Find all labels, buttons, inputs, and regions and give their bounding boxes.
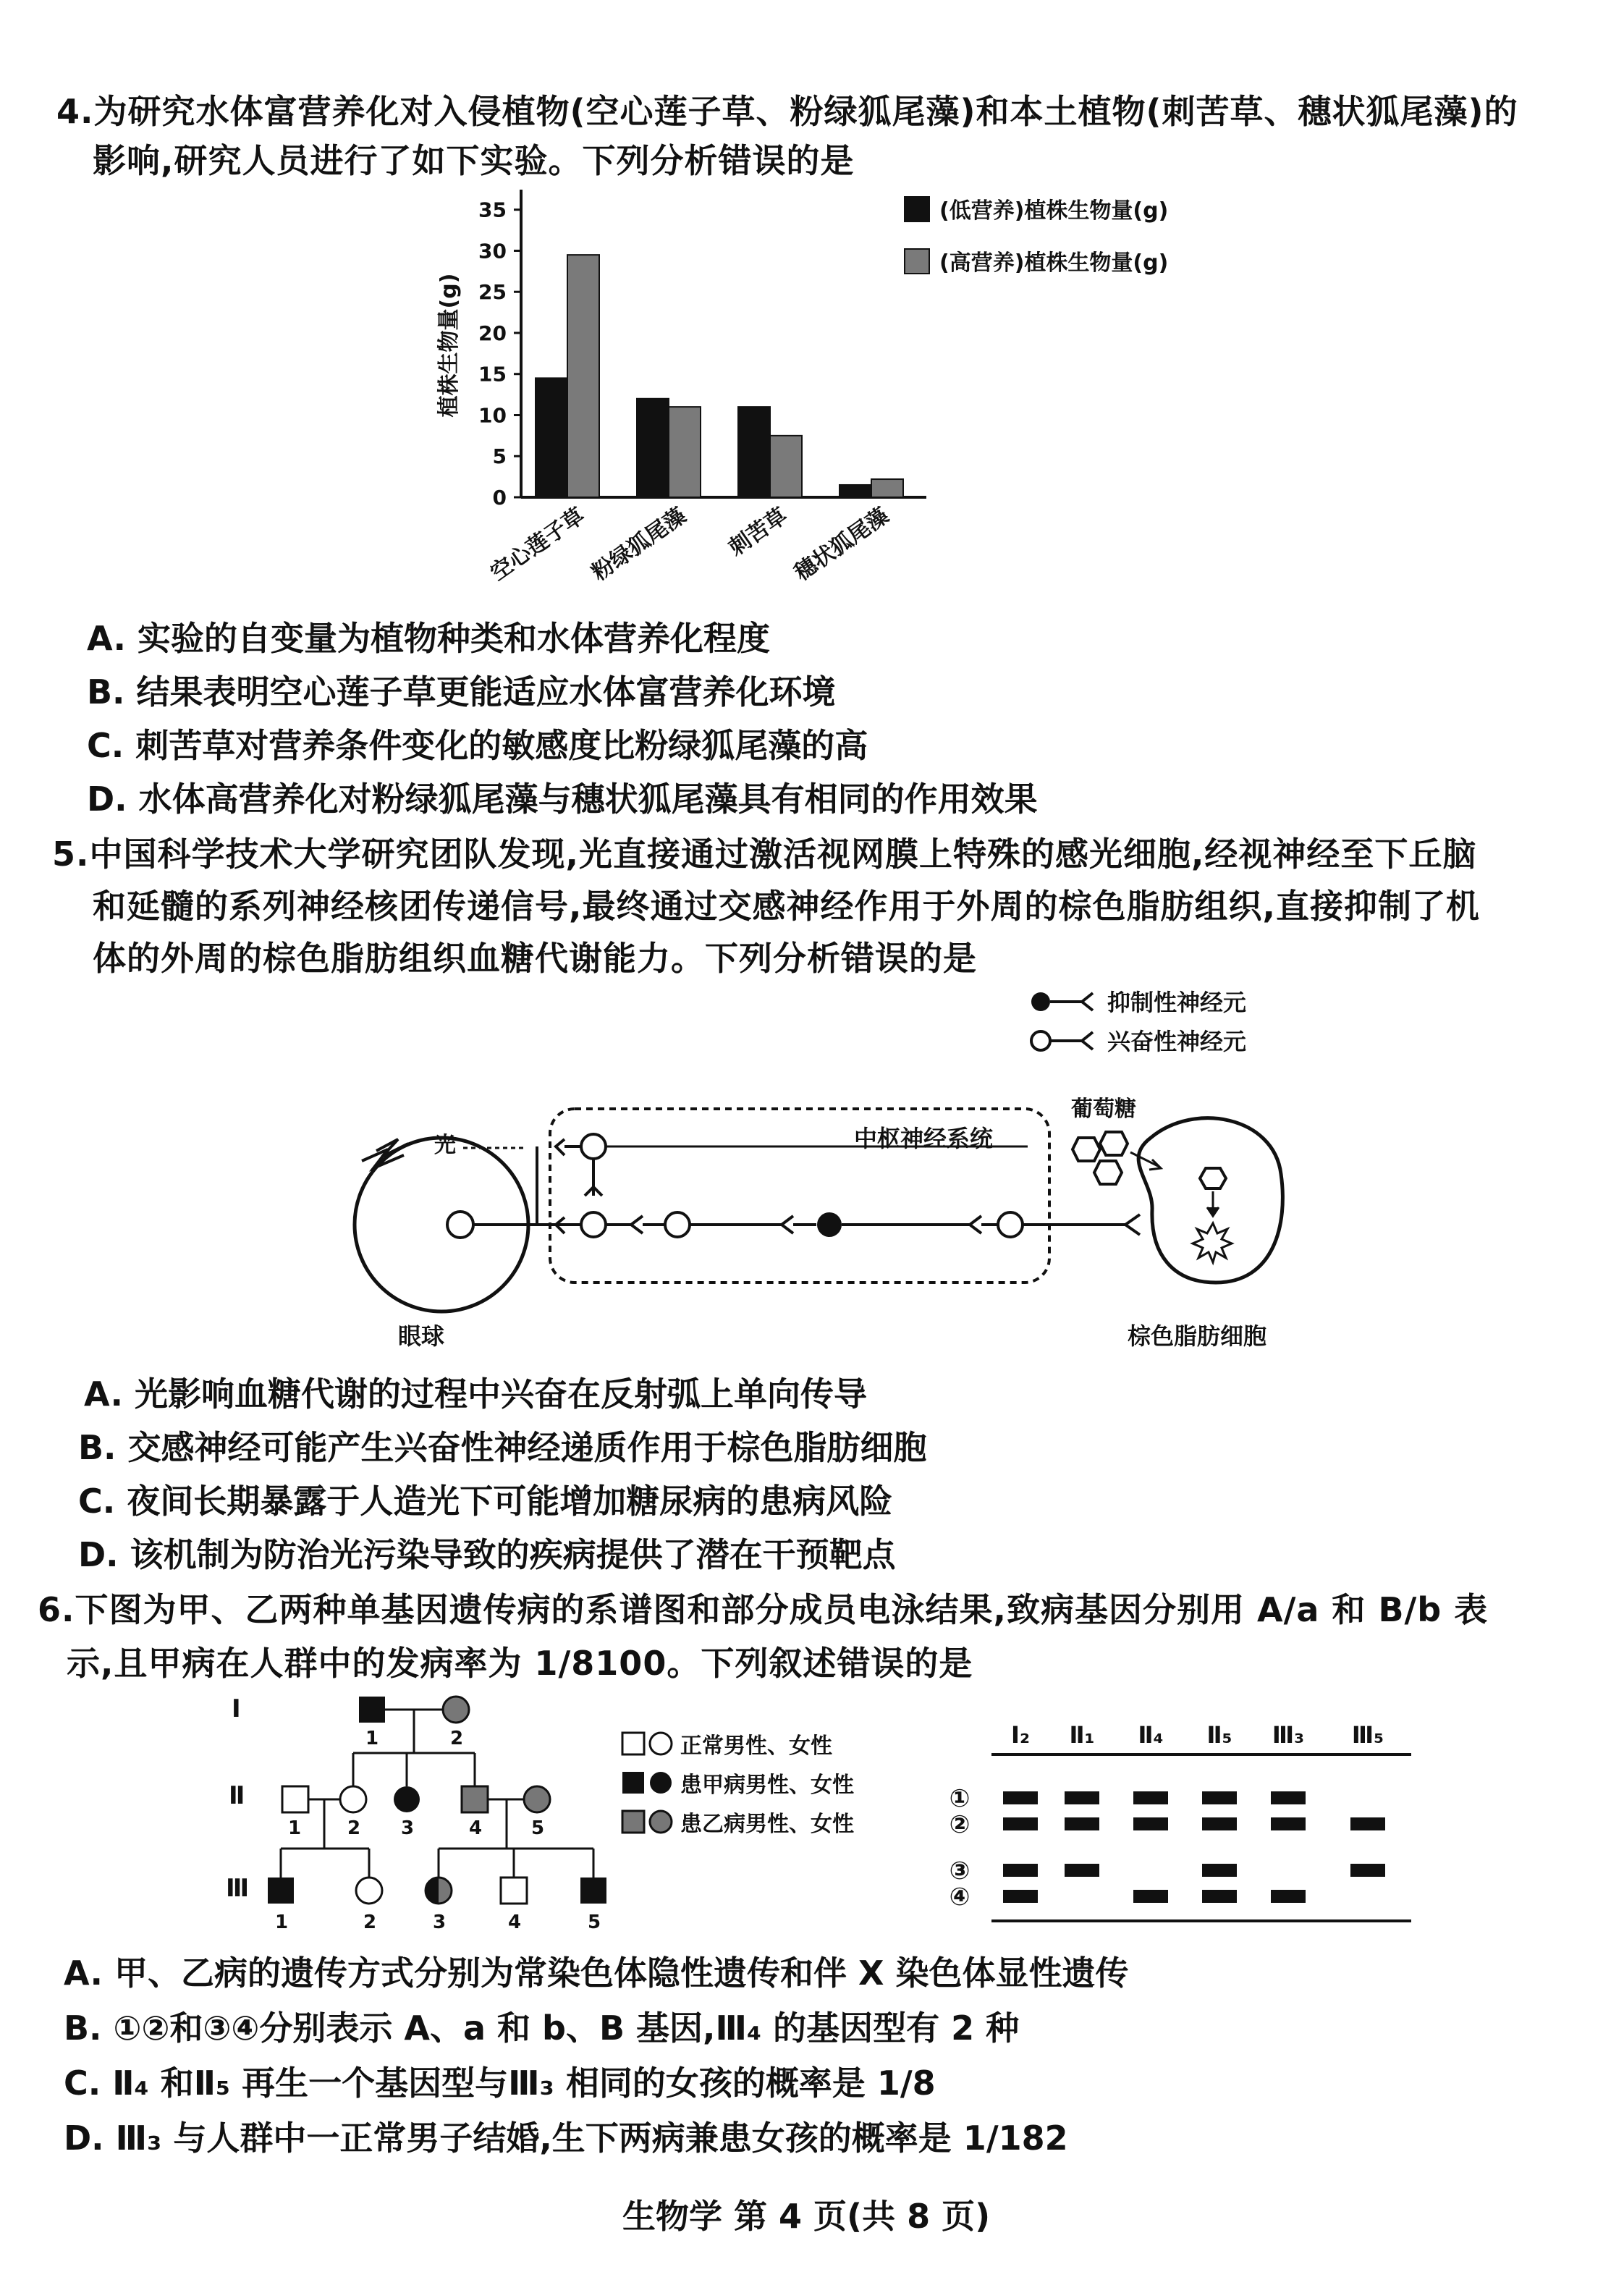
gel-row-labels — [950, 1784, 970, 1912]
svg-text:4: 4 — [469, 1817, 483, 1839]
y-tick-label: 25 — [478, 280, 507, 305]
svg-text:1: 1 — [275, 1912, 289, 1933]
gel-band — [1202, 1791, 1237, 1804]
svg-text:2: 2 — [450, 1728, 464, 1749]
bar-high-4 — [871, 479, 903, 497]
III4-normal-male — [501, 1878, 527, 1904]
bar-high-3 — [770, 436, 802, 497]
II3-affected-female — [394, 1786, 420, 1812]
gel-band — [1271, 1791, 1306, 1804]
bar-low-1 — [536, 378, 567, 497]
q6-electrophoresis — [941, 1715, 1433, 1933]
q4-option-d: D. 水体高营养化对粉绿狐尾藻与穗状狐尾藻具有相同的作用效果 — [87, 780, 1038, 819]
gel-band — [1133, 1791, 1168, 1804]
svg-text:4: 4 — [508, 1912, 522, 1933]
q6-number: 6. — [38, 1590, 75, 1629]
q4-number: 4. — [56, 92, 94, 131]
gel-band — [1065, 1864, 1099, 1877]
q4-bar-chart — [405, 190, 1274, 624]
gel-band — [1202, 1864, 1237, 1877]
III5-affected-male — [580, 1878, 606, 1904]
chart-legend — [905, 197, 1168, 276]
q6-option-b: B. ①②和③④分别表示 A、a 和 b、B 基因,Ⅲ₄ 的基因型有 2 种 — [64, 2009, 1020, 2048]
III2-normal-female — [356, 1878, 382, 1904]
gel-row-label: ④ — [949, 1883, 970, 1912]
q6-option-c: C. Ⅱ₄ 和Ⅱ₅ 再生一个基因型与Ⅲ₃ 相同的女孩的概率是 1/8 — [64, 2064, 936, 2103]
bar-high-2 — [669, 407, 701, 497]
svg-text:5: 5 — [531, 1817, 545, 1839]
gel-band — [1003, 1817, 1038, 1830]
legend-yi: 患乙病男性、女性 — [680, 1812, 854, 1837]
y-tick-label: 30 — [478, 239, 507, 263]
gel-column-header: Ⅱ₄ — [1138, 1721, 1164, 1749]
legend-label: (低营养)植株生物量(g) — [939, 198, 1169, 224]
q4-option-b: B. 结果表明空心莲子草更能适应水体富营养化环境 — [87, 672, 836, 711]
light-label: 光 — [434, 1133, 456, 1158]
q5-stem-line2: 和延髓的系列神经核团传递信号,最终通过交感神经作用于外周的棕色脂肪组织,直接抑制了机 — [93, 887, 1480, 926]
legend-excitatory-label: 兴奋性神经元 — [1107, 1028, 1247, 1055]
gel-band — [1350, 1864, 1385, 1877]
q5-option-b: B. 交感神经可能产生兴奋性神经递质作用于棕色脂肪细胞 — [78, 1428, 927, 1467]
gen-label-1: Ⅰ — [232, 1694, 241, 1723]
gel-column-header: Ⅲ₃ — [1272, 1721, 1305, 1749]
svg-text:3: 3 — [433, 1912, 447, 1933]
y-tick-label: 15 — [478, 362, 507, 387]
gen-label-2: Ⅱ — [229, 1781, 245, 1810]
III1-affected-male — [268, 1878, 294, 1904]
II4-yi-male — [462, 1786, 488, 1812]
III3-both-female — [426, 1878, 439, 1904]
gel-band — [1003, 1864, 1038, 1877]
gel-band — [1133, 1817, 1168, 1830]
q6-stem-line2: 示,且甲病在人群中的发病率为 1/8100。下列叙述错误的是 — [67, 1644, 973, 1683]
q6-option-a: A. 甲、乙病的遗传方式分别为常染色体隐性遗传和伴 X 染色体显性遗传 — [64, 1954, 1129, 1993]
q6-stem-line1: 6.下图为甲、乙两种单基因遗传病的系谱图和部分成员电泳结果,致病基因分别用 A/a 和 B/b 表 — [38, 1590, 1489, 1629]
category-label: 刺苦草 — [724, 502, 792, 562]
legend-normal: 正常男性、女性 — [680, 1733, 832, 1759]
q5-stem-line1: 5.中国科学技术大学研究团队发现,光直接通过激活视网膜上特殊的感光细胞,经视神经至下丘脑 — [52, 835, 1477, 874]
q5-option-a: A. 光影响血糖代谢的过程中兴奋在反射弧上单向传导 — [84, 1374, 867, 1414]
q5-number: 5. — [52, 835, 90, 874]
eyeball-label: 眼球 — [398, 1322, 445, 1350]
gel-column-header: Ⅱ₅ — [1206, 1721, 1232, 1749]
I1-affected-male — [359, 1697, 385, 1723]
bar-low-2 — [637, 399, 669, 497]
category-label: 穗状狐尾藻 — [790, 502, 894, 586]
svg-text:3: 3 — [401, 1817, 415, 1839]
q4-option-a: A. 实验的自变量为植物种类和水体营养化程度 — [87, 619, 770, 658]
bar-high-1 — [567, 255, 599, 497]
y-tick-label: 35 — [478, 198, 507, 222]
q4-option-c: C. 刺苦草对营养条件变化的敏感度比粉绿狐尾藻的高 — [87, 726, 868, 765]
gel-band — [1065, 1791, 1099, 1804]
legend-inhibitory-label: 抑制性神经元 — [1107, 989, 1247, 1016]
bar-low-3 — [738, 407, 770, 497]
gel-row-label: ② — [949, 1810, 970, 1839]
chart-bars — [486, 255, 903, 586]
gel-column-header: Ⅲ₅ — [1351, 1721, 1384, 1749]
II1-normal-male — [282, 1786, 308, 1812]
q5-option-d: D. 该机制为防治光污染导致的疾病提供了潜在干预靶点 — [78, 1535, 896, 1574]
legend-jia: 患甲病男性、女性 — [680, 1773, 854, 1798]
gel-column-header: Ⅱ₁ — [1069, 1721, 1095, 1749]
q5-option-c: C. 夜间长期暴露于人造光下可能增加糖尿病的患病风险 — [78, 1482, 893, 1521]
svg-text:1: 1 — [288, 1817, 302, 1839]
gel-band — [1003, 1890, 1038, 1903]
II2-normal-female — [340, 1786, 366, 1812]
legend-swatch — [905, 197, 929, 221]
burst-icon — [1193, 1223, 1232, 1262]
gel-band — [1271, 1817, 1306, 1830]
gel-band — [1350, 1817, 1385, 1830]
y-tick-label: 10 — [478, 403, 507, 428]
gel-band — [1202, 1890, 1237, 1903]
gel-band — [1065, 1817, 1099, 1830]
gel-band — [1271, 1890, 1306, 1903]
category-label: 空心莲子草 — [486, 502, 590, 586]
bar-low-4 — [840, 485, 871, 497]
category-label: 粉绿狐尾藻 — [587, 502, 691, 586]
q5-stem-line3: 体的外周的棕色脂肪组织血糖代谢能力。下列分析错误的是 — [93, 939, 977, 978]
gel-band — [1003, 1791, 1038, 1804]
legend-swatch — [905, 249, 929, 274]
gel-headers — [1011, 1721, 1384, 1749]
diagram-legend — [1031, 989, 1246, 1055]
gel-row-label: ① — [949, 1784, 970, 1813]
gel-column-header: Ⅰ₂ — [1011, 1721, 1030, 1749]
glucose-icon — [1073, 1138, 1100, 1161]
gen-label-3: Ⅲ — [226, 1874, 250, 1903]
glucose-label: 葡萄糖 — [1071, 1097, 1136, 1122]
page-footer: 生物学 第 4 页(共 8 页) — [622, 2197, 991, 2236]
y-tick-label: 5 — [492, 444, 507, 469]
I2-yi-female — [443, 1697, 469, 1723]
y-axis-label: 植株生物量(g) — [436, 273, 462, 418]
legend-label: (高营养)植株生物量(g) — [939, 250, 1169, 276]
q4-stem-line2: 影响,研究人员进行了如下实验。下列分析错误的是 — [93, 141, 855, 180]
gel-row-label: ③ — [949, 1857, 970, 1885]
svg-text:2: 2 — [347, 1817, 361, 1839]
svg-text:1: 1 — [365, 1728, 379, 1749]
y-tick-label: 0 — [492, 486, 507, 510]
svg-text:5: 5 — [588, 1912, 601, 1933]
q4-stem-line1: 4.为研究水体富营养化对入侵植物(空心莲子草、粉绿狐尾藻)和本土植物(刺苦草、穗状狐尾藻)的 — [56, 92, 1518, 131]
q6-pedigree — [217, 1686, 905, 1947]
pedigree-legend — [622, 1733, 854, 1837]
q6-option-d: D. Ⅲ₃ 与人群中一正常男子结婚,生下两病兼患女孩的概率是 1/182 — [64, 2119, 1068, 2158]
II5-yi-female — [524, 1786, 550, 1812]
gel-band — [1133, 1890, 1168, 1903]
brown-fat-label: 棕色脂肪细胞 — [1128, 1322, 1267, 1350]
y-tick-label: 20 — [478, 321, 507, 345]
q5-reflex-diagram — [347, 979, 1303, 1355]
cns-label: 中枢神经系统 — [854, 1125, 994, 1152]
gel-bands — [1003, 1791, 1385, 1903]
svg-text:2: 2 — [363, 1912, 377, 1933]
gel-band — [1202, 1817, 1237, 1830]
